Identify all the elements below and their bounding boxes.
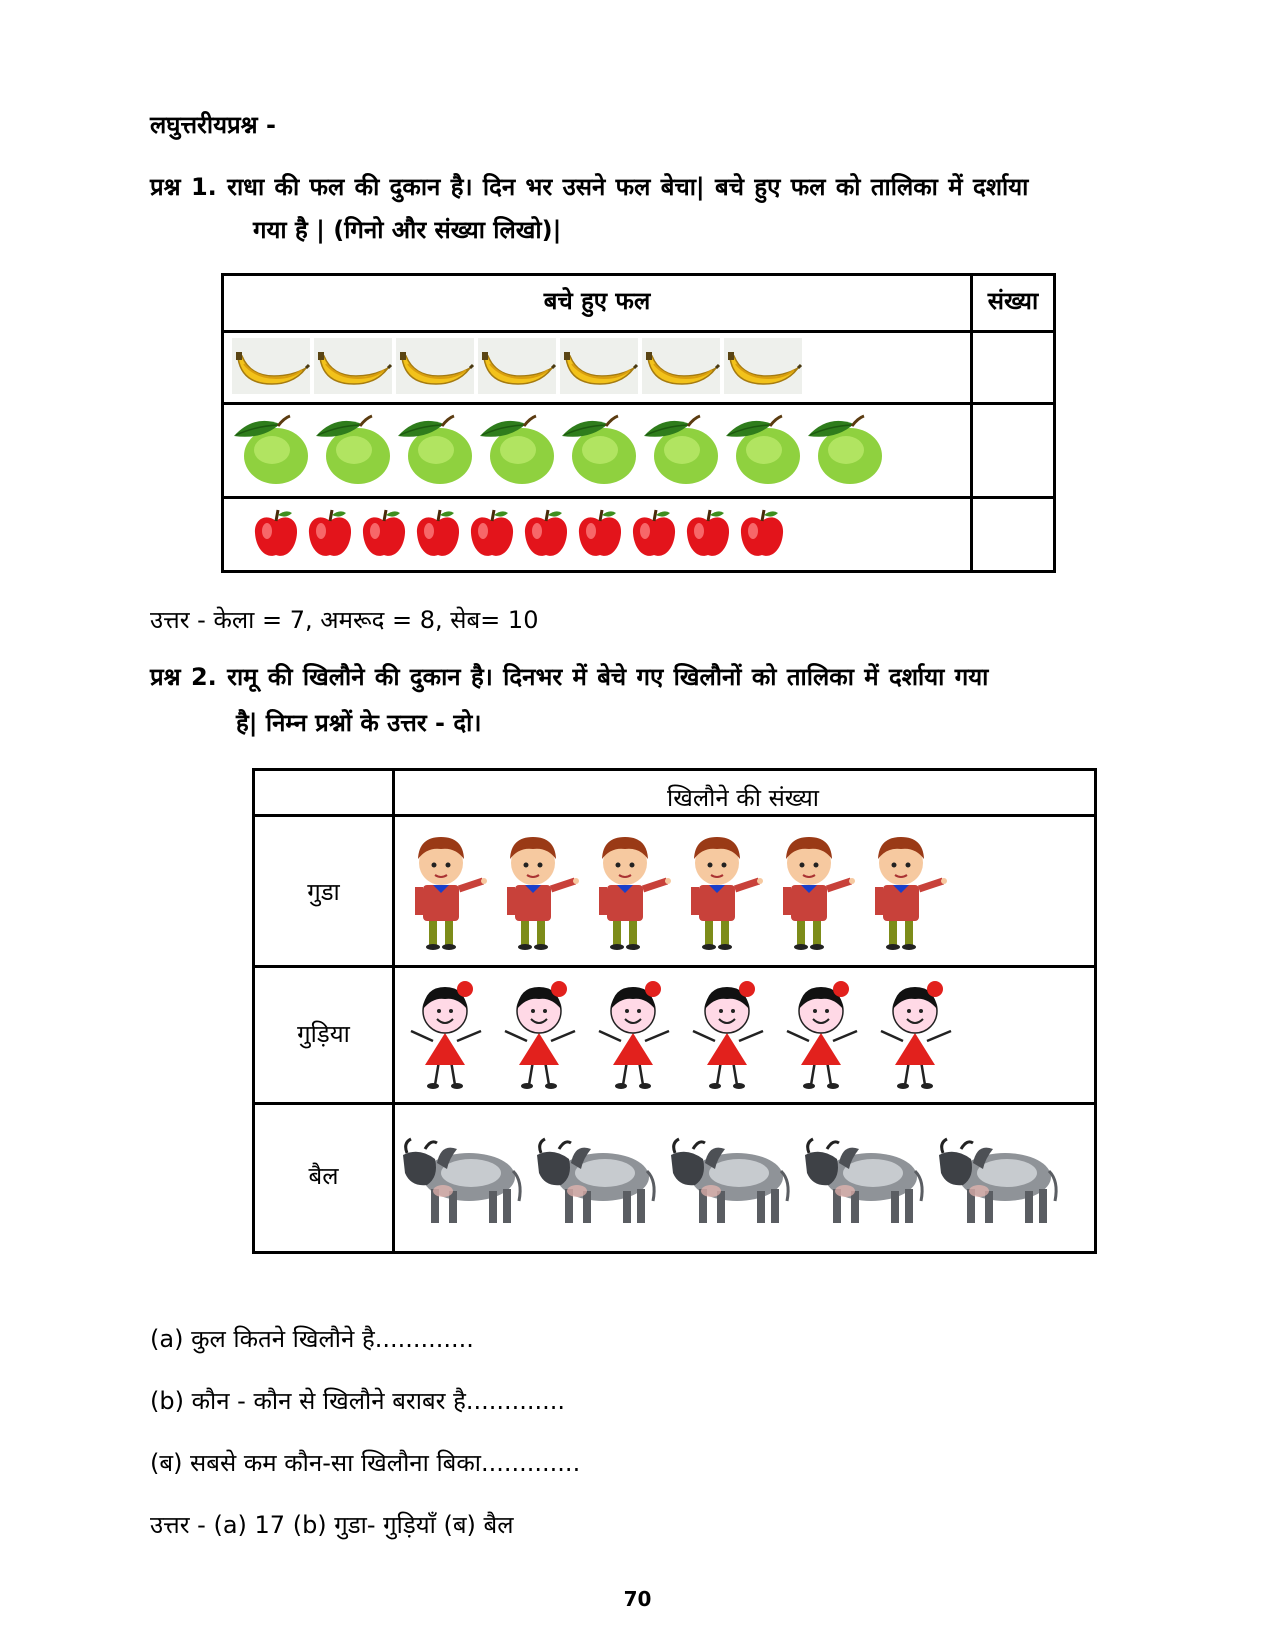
boy-doll-icon xyxy=(681,827,763,955)
boy-doll-icon xyxy=(865,827,947,955)
bull-row xyxy=(397,1108,1067,1252)
boy-doll-icon xyxy=(589,827,671,955)
fruit-table-header: बचे हुए फल xyxy=(543,287,651,315)
question-2-answer: उत्तर - (a) 17 (b) गुडा- गुड़ियाँ (ब) बैल xyxy=(150,1511,514,1539)
banana-icon xyxy=(232,338,310,398)
bull-icon xyxy=(799,1125,927,1235)
guava-icon xyxy=(314,410,396,492)
apple-icon xyxy=(306,507,354,563)
bull-icon xyxy=(933,1125,1061,1235)
sub-question-b: (b) कौन - कौन से खिलौने बराबर है............. xyxy=(150,1387,566,1415)
banana-icon xyxy=(478,338,556,398)
girl-doll-icon xyxy=(875,975,957,1095)
girl-doll-icon xyxy=(499,975,581,1095)
apple-icon xyxy=(252,507,300,563)
sub-question-a: (a) कुल कितने खिलौने है............. xyxy=(150,1325,474,1353)
section-title: लघुत्तरीयप्रश्न - xyxy=(150,111,276,139)
bull-icon xyxy=(531,1125,659,1235)
girl-doll-icon xyxy=(781,975,863,1095)
apple-icon xyxy=(684,507,732,563)
question-2-line-1: प्रश्न 2. रामू की खिलौने की दुकान है। दिनभर में बेचे गए खिलौनों को तालिका में दर्शाया गया xyxy=(150,663,989,691)
guava-icon xyxy=(806,410,888,492)
guava-icon xyxy=(232,410,314,492)
apple-icon xyxy=(738,507,786,563)
banana-icon xyxy=(642,338,720,398)
banana-icon xyxy=(560,338,638,398)
bull-icon xyxy=(665,1125,793,1235)
sub-question-c: (ब) सबसे कम कौन-सा खिलौना बिका............. xyxy=(150,1449,581,1477)
apple-row xyxy=(252,501,792,569)
page-number: 70 xyxy=(623,1587,652,1611)
count-column-header: संख्या xyxy=(987,287,1039,315)
toy-table xyxy=(252,768,1097,1254)
apple-icon xyxy=(468,507,516,563)
girl-doll-icon xyxy=(405,975,487,1095)
guava-icon xyxy=(560,410,642,492)
boy-doll-icon xyxy=(497,827,579,955)
bull-icon xyxy=(397,1125,525,1235)
banana-icon xyxy=(724,338,802,398)
boy-doll-icon xyxy=(773,827,855,955)
guava-icon xyxy=(396,410,478,492)
apple-icon xyxy=(522,507,570,563)
guava-icon xyxy=(642,410,724,492)
guava-icon xyxy=(724,410,806,492)
apple-icon xyxy=(360,507,408,563)
guava-icon xyxy=(478,410,560,492)
row-label-girl-doll: गुड़िया xyxy=(297,1020,350,1048)
apple-icon xyxy=(630,507,678,563)
banana-icon xyxy=(396,338,474,398)
question-1-line-2: गया है | (गिनो और संख्या लिखो)| xyxy=(253,216,562,244)
toy-table-header: खिलौने की संख्या xyxy=(667,784,819,812)
girl-doll-icon xyxy=(687,975,769,1095)
row-label-boy-doll: गुडा xyxy=(307,878,340,906)
apple-icon xyxy=(576,507,624,563)
banana-icon xyxy=(314,338,392,398)
boy-doll-row xyxy=(405,823,957,959)
guava-row xyxy=(232,408,888,494)
question-1-answer: उत्तर - केला = 7, अमरूद = 8, सेब= 10 xyxy=(150,606,539,634)
question-2-line-2: है| निम्न प्रश्नों के उत्तर - दो। xyxy=(236,709,482,737)
apple-icon xyxy=(414,507,462,563)
girl-doll-row xyxy=(405,971,969,1099)
row-label-bull: बैल xyxy=(308,1162,339,1190)
fruit-table xyxy=(221,273,1056,573)
girl-doll-icon xyxy=(593,975,675,1095)
question-1-line-1: प्रश्न 1. राधा की फल की दुकान है। दिन भर उसने फल बेचा| बचे हुए फल को तालिका में दर्शाया xyxy=(150,173,1029,201)
boy-doll-icon xyxy=(405,827,487,955)
banana-row xyxy=(232,336,806,400)
